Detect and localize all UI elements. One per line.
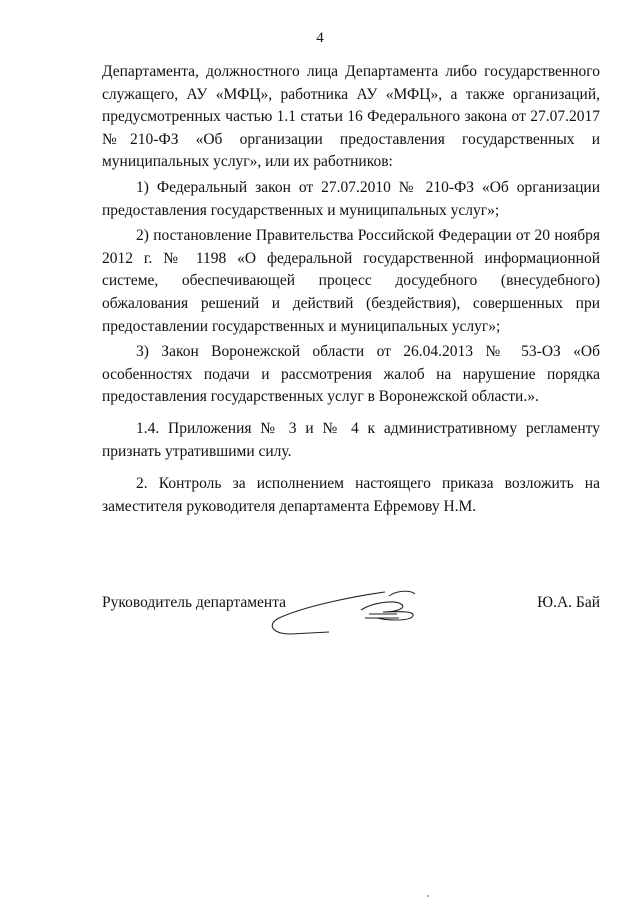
list-item-federal-law: 1) Федеральный закон от 27.07.2010 № 210-ФЗ «Об организации предоставления государственных и муниципальных услуг»; bbox=[102, 178, 600, 219]
scan-dot bbox=[427, 895, 429, 897]
page-number: 4 bbox=[316, 30, 324, 46]
paragraph-control: 2. Контроль за исполнением настоящего приказа возложить на заместителя руководителя департамента Ефремову Н.М. bbox=[102, 475, 600, 515]
list-item-regional-law: 3) Закон Воронежской области от 26.04.2013 № 53-ОЗ «Об особенностях подачи и рассмотрения жалоб на нарушение порядка предоставления государственных услуг в Воронежской области.». bbox=[102, 343, 600, 406]
list-item-government-resolution: 2) постановление Правительства Российской Федерации от 20 ноября 2012 г. № 1198 «О федеральной государственной информационной системе, обеспечивающей процесс досудебного (внесудебного) обжалования решений и действий (бездействия), совершенных при предоставлении государственных и муниципальных услуг»; bbox=[102, 227, 600, 335]
signer-name: Ю.А. Бай bbox=[537, 594, 600, 611]
paragraph-continuation: Департамента, должностного лица Департамента либо государственного служащего, АУ «МФЦ», работника АУ «МФЦ», а также организаций, предусмотренных частью 1.1 статьи 16 Федерального закона от 27.07.2017 №210-ФЗ «Об организации предоставления государственных и муниципальных услуг», или их работников: bbox=[102, 63, 600, 171]
document-body bbox=[102, 61, 600, 518]
handwritten-signature bbox=[265, 582, 445, 642]
paragraph-appendices: 1.4. Приложения № 3 и № 4 к административному регламенту признать утратившими силу. bbox=[102, 419, 600, 460]
signer-title: Руководитель департамента bbox=[102, 594, 287, 611]
